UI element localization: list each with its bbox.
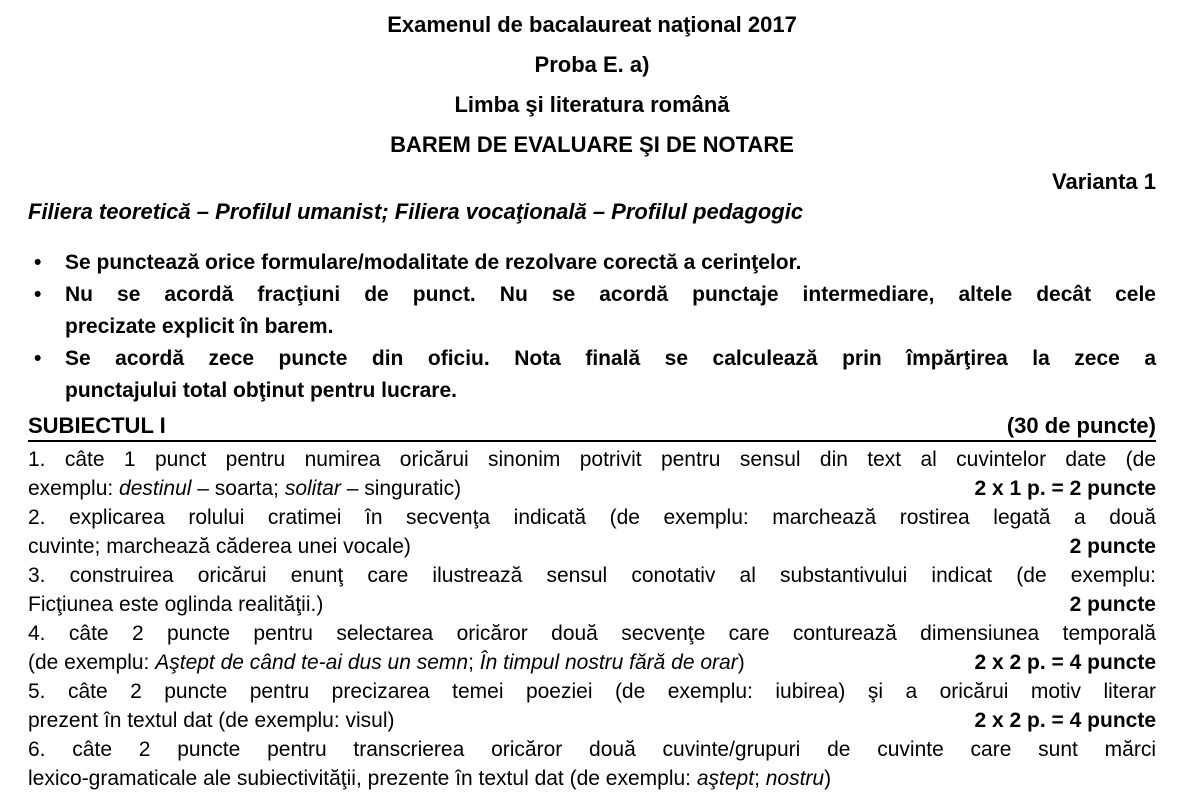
item-line <box>28 648 1156 677</box>
rule-line: punctajului total obţinut pentru lucrare. <box>65 379 457 402</box>
italic-example-text: aştept <box>696 767 755 790</box>
item-line-text <box>28 474 461 503</box>
rule-item <box>28 279 1156 343</box>
text-segment: 5. câte 2 puncte pentru precizarea temei poeziei (de exemplu: iubirea) şi a oricărui motiv literar <box>28 680 1156 703</box>
bullet-icon: • <box>34 251 42 274</box>
rule-item <box>28 247 1156 279</box>
points-value: 2 x 1 p. = 2 puncte <box>974 477 1156 500</box>
item-line <box>28 532 1156 561</box>
italic-example-text: solitar <box>284 477 341 500</box>
barem-title: BAREM DE EVALUARE ŞI DE NOTARE <box>390 132 794 157</box>
text-segment: ) <box>737 651 745 674</box>
rule-item <box>28 343 1156 407</box>
rule-text <box>65 343 1156 407</box>
exam-subject: Limba şi literatura română <box>454 92 730 117</box>
subject-header <box>28 412 1156 442</box>
exam-title: Examenul de bacalaureat naţional 2017 <box>387 12 797 37</box>
item-line-text <box>28 532 411 561</box>
italic-example-text: destinul <box>119 477 192 500</box>
bullet-icon: • <box>34 283 42 306</box>
text-segment: (de exemplu: <box>28 651 156 674</box>
text-segment: ; <box>754 767 766 790</box>
item-line <box>28 503 1156 532</box>
text-segment: 4. câte 2 puncte pentru selectarea oricăror două secvenţe care conturează dimensiunea temporală <box>28 622 1156 645</box>
text-segment: 2. explicarea rolului cratimei în secvenţa indicată (de exemplu: marchează rostirea legată a două <box>28 506 1156 529</box>
exam-proba: Proba E. a) <box>534 52 650 77</box>
text-segment: 6. câte 2 puncte pentru transcrierea oricăror două cuvinte/grupuri de cuvinte care sunt mărci <box>28 738 1156 761</box>
item-line-text <box>28 590 323 619</box>
text-segment: 3. construirea oricărui enunţ care ilustrează sensul conotativ al substantivului indicat (de exemplu: <box>28 564 1156 587</box>
points-value: 2 puncte <box>1069 593 1156 616</box>
text-segment: prezent în textul dat (de exemplu: visul) <box>28 709 395 732</box>
rule-text <box>65 279 1156 343</box>
item-line <box>28 445 1156 474</box>
profile-line: Filiera teoretică – Profilul umanist; Filiera vocaţională – Profilul pedagogic <box>28 199 804 224</box>
rule-text <box>65 247 1156 279</box>
item-line-text <box>28 648 745 677</box>
text-segment: – soarta; <box>191 477 285 500</box>
subject-points: (30 de puncte) <box>1006 413 1156 438</box>
points-value: 2 puncte <box>1069 535 1156 558</box>
text-segment: cuvinte; marchează căderea unei vocale) <box>28 535 411 558</box>
italic-example-text: nostru <box>765 767 825 790</box>
text-segment: lexico-gramaticale ale subiectivităţii, prezente în textul dat (de exemplu: <box>28 767 697 790</box>
item-line <box>28 474 1156 503</box>
rule-line: Nu se acordă fracţiuni de punct. Nu se acordă punctaje intermediare, altele decât cele <box>65 283 1156 306</box>
italic-example-text: În timpul nostru fără de orar <box>479 651 738 674</box>
bullet-icon: • <box>34 347 42 370</box>
text-segment: ) <box>824 767 832 790</box>
item-line <box>28 764 1156 793</box>
item-line <box>28 706 1156 735</box>
text-segment: 1. câte 1 punct pentru numirea oricărui sinonim potrivit pentru sensul din text al cuvintelor date (de <box>28 448 1156 471</box>
italic-example-text: Aştept de când te-ai dus un semn <box>155 651 469 674</box>
bullet-list <box>28 247 1156 407</box>
rule-line: precizate explicit în barem. <box>65 315 334 338</box>
subject-title: SUBIECTUL I <box>28 413 166 438</box>
points-value: 2 x 2 p. = 4 puncte <box>974 709 1156 732</box>
rule-line: Se punctează orice formulare/modalitate de rezolvare corectă a cerinţelor. <box>65 251 802 274</box>
item-line <box>28 677 1156 706</box>
points-value: 2 x 2 p. = 4 puncte <box>974 651 1156 674</box>
items-list <box>28 445 1156 793</box>
text-segment: – singuratic) <box>340 477 462 500</box>
rule-line: Se acordă zece puncte din oficiu. Nota finală se calculează prin împărţirea la zece a <box>65 347 1156 370</box>
item-line-text <box>28 706 395 735</box>
item-line <box>28 561 1156 590</box>
text-segment: Ficţiunea este oglinda realităţii.) <box>28 593 324 616</box>
text-segment: ; <box>468 651 480 674</box>
item-line <box>28 619 1156 648</box>
text-segment: exemplu: <box>28 477 120 500</box>
item-line <box>28 735 1156 764</box>
variant-label: Varianta 1 <box>1052 169 1156 194</box>
item-line <box>28 590 1156 619</box>
